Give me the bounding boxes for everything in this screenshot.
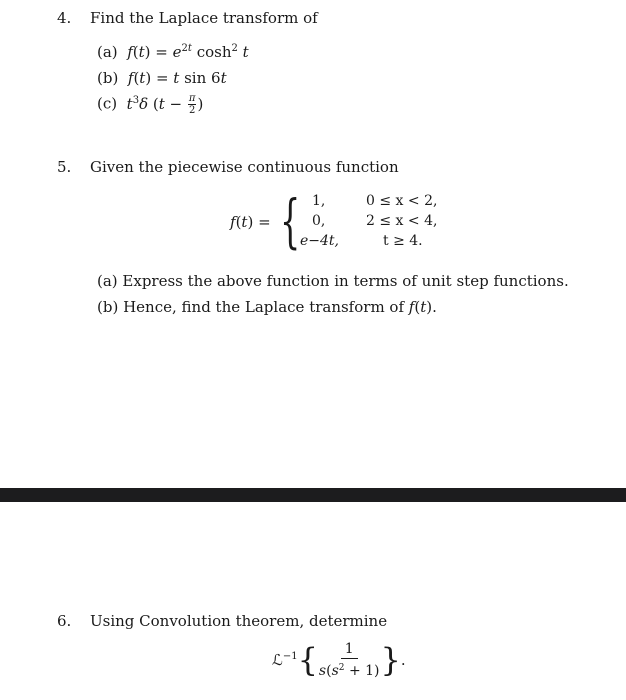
question-4-number: 4. <box>57 9 72 27</box>
right-brace: } <box>380 641 401 679</box>
part-c-expression: $t^3\delta$ (t − $\frac{\pi}{2}$ ) <box>126 93 204 116</box>
fraction: $\frac{1}{s(s^2 + 1)}$ <box>318 641 380 679</box>
question-5-number: 5. <box>57 158 72 176</box>
question-4-part-b <box>97 69 227 87</box>
laplace-symbol: ℒ$^{-1}$ <box>272 651 298 669</box>
piecewise-function-name: f(t) = <box>230 213 271 231</box>
part-a-expression: $f(t) = e^{2t}$ $\cosh^2 t$ <box>127 43 249 61</box>
page-divider <box>0 488 626 502</box>
question-5-part-b <box>97 298 437 316</box>
part-label: (b) <box>97 69 119 87</box>
case-3-condition: t ≥ 4. <box>383 233 423 249</box>
case-2-value: 0, <box>312 213 326 229</box>
case-2-condition: 2 ≤ x < 4, <box>366 213 438 229</box>
left-brace: { <box>297 641 318 679</box>
inverse-laplace-expression <box>272 640 406 680</box>
period: . <box>400 651 406 669</box>
question-4-part-c <box>97 93 203 116</box>
piecewise-brace: { <box>280 187 301 255</box>
question-6-number: 6. <box>57 612 72 630</box>
case-1-value: 1, <box>312 193 326 209</box>
case-1-condition: 0 ≤ x < 2, <box>366 193 438 209</box>
question-5-part-a: (a) Express the above function in terms of unit step functions. <box>97 272 569 290</box>
part-label: (c) <box>97 94 118 113</box>
part-b-text: Hence, find the Laplace transform of <box>123 298 405 316</box>
case-3-value: e−4t, <box>300 233 339 249</box>
part-b-expression: f(t) = t sin 6t <box>127 69 227 87</box>
part-b-expression: f(t). <box>408 298 437 316</box>
part-label: (a) <box>97 43 118 61</box>
question-6-text: Using Convolution theorem, determine <box>90 612 388 630</box>
question-4-text: Find the Laplace transform of <box>90 9 318 27</box>
part-label: (b) <box>97 298 119 316</box>
question-5-text: Given the piecewise continuous function <box>90 158 399 176</box>
question-4-part-a <box>97 43 249 61</box>
